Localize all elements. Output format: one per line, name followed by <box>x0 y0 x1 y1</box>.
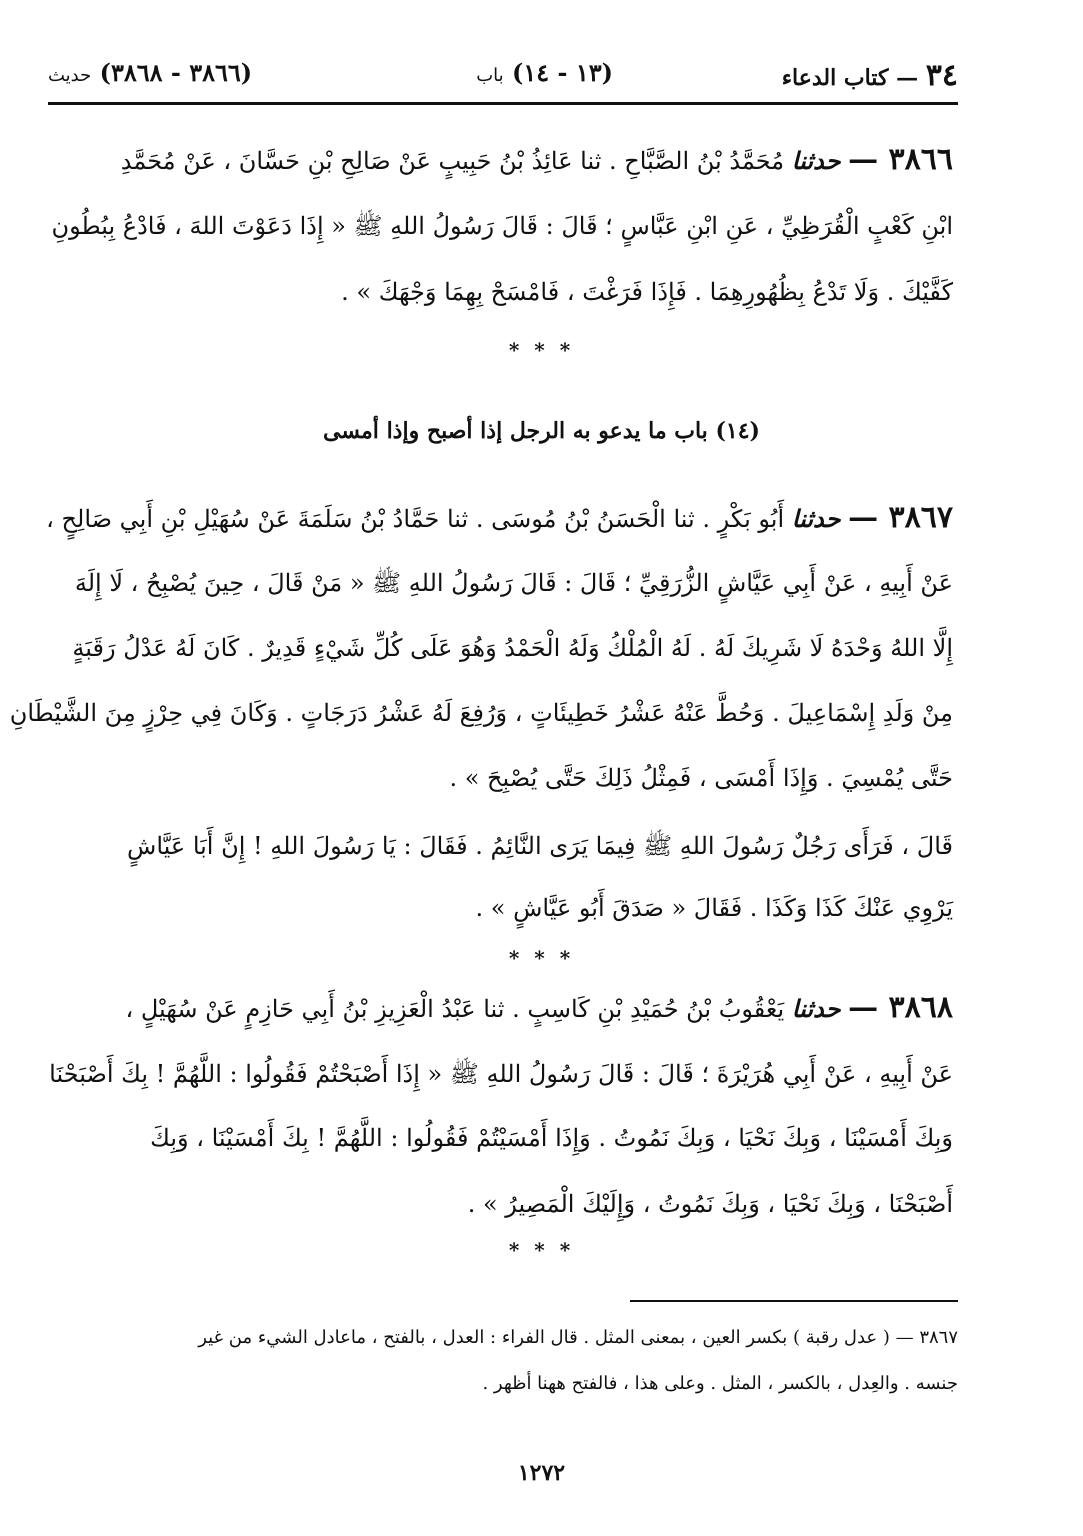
header-hadith-label: حديث <box>48 65 92 86</box>
header-hadith-range <box>48 58 252 87</box>
hadith-3867-line-4: مِنْ وَلَدِ إِسْمَاعِيلَ . وَحُطَّ عَنْهُ عَشْرُ خَطِيئَاتٍ ، وَرُفِعَ لَهُ عَشْرُ دَرَجَاتٍ . وَكَانَ فِي حِرْزٍ مِنَ الشَّيْطَانِ <box>9 699 953 727</box>
header-bab-label: باب <box>476 65 504 86</box>
hadith-3867-line-5: حَتَّى يُمْسِيَ . وَإِذَا أَمْسَى ، فَمِثْلُ ذَلِكَ حَتَّى يُصْبِحَ » . <box>449 764 953 792</box>
hadith-number: ٣٨٦٨ — <box>848 990 953 1025</box>
header-chapter-number: ٣٤ <box>925 58 958 93</box>
footnote-line-1: ٣٨٦٧ — ( عدل رقبة ) بكسر العين ، بمعنى المثل . قال الفراء : العدل ، بالفتح ، ماعادل الشيء من غير <box>198 1327 958 1348</box>
hadith-3867-line-1 <box>46 490 953 546</box>
haddathana-label: حدثنا <box>791 504 841 533</box>
footnote-line-2: جنسه . والعِدل ، بالكسر ، المثل . وعلى هذا ، فالفتح ههنا أظهر . <box>482 1373 958 1394</box>
footnote-divider <box>630 1300 958 1302</box>
hadith-3868-line-3: وَبِكَ أَمْسَيْنَا ، وَبِكَ نَحْيَا ، وَبِكَ نَمُوتُ . وَإِذَا أَمْسَيْتُمْ فَقُولُوا : اللَّهُمَّ ! بِكَ أَمْسَيْنَا ، وَبِكَ <box>150 1124 953 1152</box>
section-separator-stars: * * * <box>508 946 575 970</box>
hadith-3868-line-4: أَصْبَحْنَا ، وَبِكَ نَحْيَا ، وَبِكَ نَمُوتُ ، وَإِلَيْكَ الْمَصِيرُ » . <box>467 1190 953 1218</box>
bab-heading: (١٤) باب ما يدعو به الرجل إذا أصبح وإذا أمسى <box>323 418 760 444</box>
section-separator-stars: * * * <box>508 1238 575 1262</box>
header-hadith-numbers: (٣٨٦٦ - ٣٨٦٨) <box>99 58 253 87</box>
section-separator-stars: * * * <box>508 338 575 362</box>
hadith-3867-line-6: قَالَ ، فَرَأَى رَجُلٌ رَسُولَ اللهِ ﷺ فِيمَا يَرَى النَّائِمُ . فَقَالَ : يَا رَسُولَ اللهِ ! إِنَّ أَبَا عَيَّاشٍ <box>127 832 953 860</box>
hadith-3868-line-1 <box>120 980 953 1036</box>
hadith-3866-line-1 <box>120 132 953 188</box>
header-bab-numbers: (١٣ - ١٤) <box>512 58 613 87</box>
hadith-3867-line-2: عَنْ أَبِيهِ ، عَنْ أَبِي عَيَّاشٍ الزُّرَقِيِّ ؛ قَالَ : قَالَ رَسُولُ اللهِ ﷺ « مَنْ قَالَ ، حِينَ يُصْبِحُ ، لَا إِلَهَ <box>74 569 953 597</box>
haddathana-label: حدثنا <box>791 146 841 175</box>
hadith-3866-line-2: ابْنِ كَعْبٍ الْقُرَظِيِّ ، عَنِ ابْنِ عَبَّاسٍ ؛ قَالَ : قَالَ رَسُولُ اللهِ ﷺ « إِذَا دَعَوْتَ اللهَ ، فَادْعُ بِبُطُونِ <box>51 212 953 240</box>
haddathana-label: حدثنا <box>791 994 841 1023</box>
header-book-name: كتاب الدعاء <box>781 65 889 91</box>
hadith-text: أَبُو بَكْرٍ . ثنا الْحَسَنُ بْنُ مُوسَى . ثنا حَمَّادُ بْنُ سَلَمَةَ عَنْ سُهَيْلِ بْنِ أَبِي صَالِحٍ ، <box>46 505 785 533</box>
hadith-3866-line-3: كَفَّيْكَ . وَلَا تَدْعُ بِظُهُورِهِمَا . فَإِذَا فَرَغْتَ ، فَامْسَحْ بِهِمَا وَجْهَكَ » . <box>341 278 953 306</box>
header-dash: — <box>896 65 919 91</box>
page-number: ١٢٧٢ <box>517 1460 566 1486</box>
hadith-3867-line-3: إِلَّا اللهُ وَحْدَهُ لَا شَرِيكَ لَهُ . لَهُ الْمُلْكُ وَلَهُ الْحَمْدُ وَهُوَ عَلَى كُلِّ شَيْءٍ قَدِيرٌ . كَانَ لَهُ عَدْلُ رَقَبَةٍ <box>72 634 953 662</box>
hadith-3867-line-7: يَرْوِي عَنْكَ كَذَا وَكَذَا . فَقَالَ « صَدَقَ أَبُو عَيَّاشٍ » . <box>475 894 953 922</box>
hadith-number: ٣٨٦٧ — <box>848 500 953 535</box>
hadith-text: يَعْقُوبُ بْنُ حُمَيْدِ بْنِ كَاسِبٍ . ثنا عَبْدُ الْعَزِيزِ بْنُ أَبِي حَازِمٍ عَنْ سُهَيْلٍ ، <box>125 995 785 1023</box>
header-bab-range <box>476 58 613 87</box>
hadith-3868-line-2: عَنْ أَبِيهِ ، عَنْ أَبِي هُرَيْرَةَ ؛ قَالَ : قَالَ رَسُولُ اللهِ ﷺ « إِذَا أَصْبَحْتُمْ فَقُولُوا : اللَّهُمَّ ! بِكَ أَصْبَحْنَا <box>49 1060 953 1088</box>
hadith-text: مُحَمَّدُ بْنُ الصَّبَّاحِ . ثنا عَائِذُ بْنُ حَبِيبٍ عَنْ صَالِحِ بْنِ حَسَّانَ ، عَنْ مُحَمَّدِ <box>120 147 785 175</box>
hadith-number: ٣٨٦٦ — <box>848 142 953 177</box>
header-divider <box>48 102 958 105</box>
page-header <box>48 58 958 102</box>
header-book-title <box>782 58 958 93</box>
